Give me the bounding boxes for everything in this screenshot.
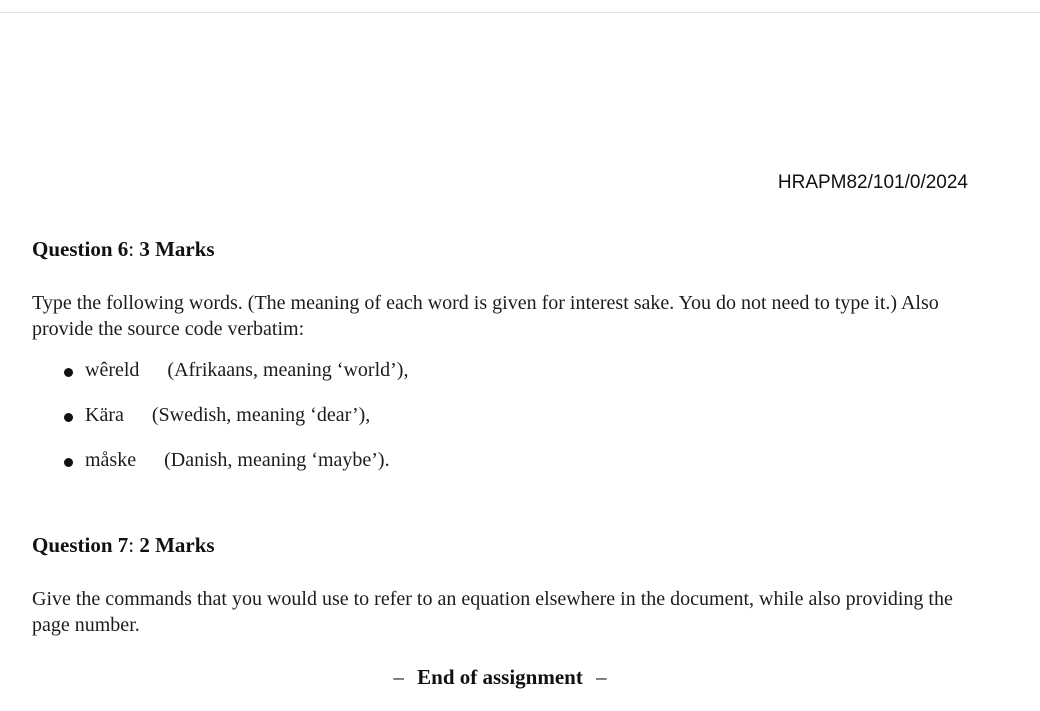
question-7-heading xyxy=(32,533,215,558)
word-list xyxy=(64,359,408,494)
question-7-label: Question 7 xyxy=(32,533,129,557)
question-7-colon: : xyxy=(128,533,135,557)
word-afrikaans: wêreld xyxy=(85,359,140,381)
question-6-colon: : xyxy=(128,237,135,261)
question-6-marks: 3 Marks xyxy=(139,237,215,261)
word-meaning: (Afrikaans, meaning ‘world’), xyxy=(167,359,409,381)
bullet-icon xyxy=(64,368,73,377)
bullet-icon xyxy=(64,413,73,422)
question-6-text: Type the following words. (The meaning of each word is given for interest sake. You do not need to type it.) Also provide the source code verbatim: xyxy=(32,292,939,340)
bullet-icon xyxy=(64,458,73,467)
word-danish: måske xyxy=(85,449,137,471)
end-text: End of assignment xyxy=(417,665,583,689)
document-code: HRAPM82/101/0/2024 xyxy=(777,172,968,193)
end-of-assignment xyxy=(0,665,1000,690)
word-meaning: (Swedish, meaning ‘dear’), xyxy=(151,404,371,426)
word-swedish: Kära xyxy=(85,404,124,426)
question-7-text: Give the commands that you would use to refer to an equation elsewhere in the document, while also providing the page number. xyxy=(32,588,953,636)
end-dash-right: – xyxy=(596,665,607,689)
top-border-line xyxy=(0,12,1040,13)
list-item xyxy=(64,359,408,404)
word-meaning: (Danish, meaning ‘maybe’). xyxy=(164,449,390,471)
end-dash-left: – xyxy=(393,665,404,689)
question-6-label: Question 6 xyxy=(32,237,129,261)
list-item xyxy=(64,449,408,494)
question-7-marks: 2 Marks xyxy=(139,533,215,557)
list-item xyxy=(64,404,408,449)
question-6-heading xyxy=(32,237,215,262)
